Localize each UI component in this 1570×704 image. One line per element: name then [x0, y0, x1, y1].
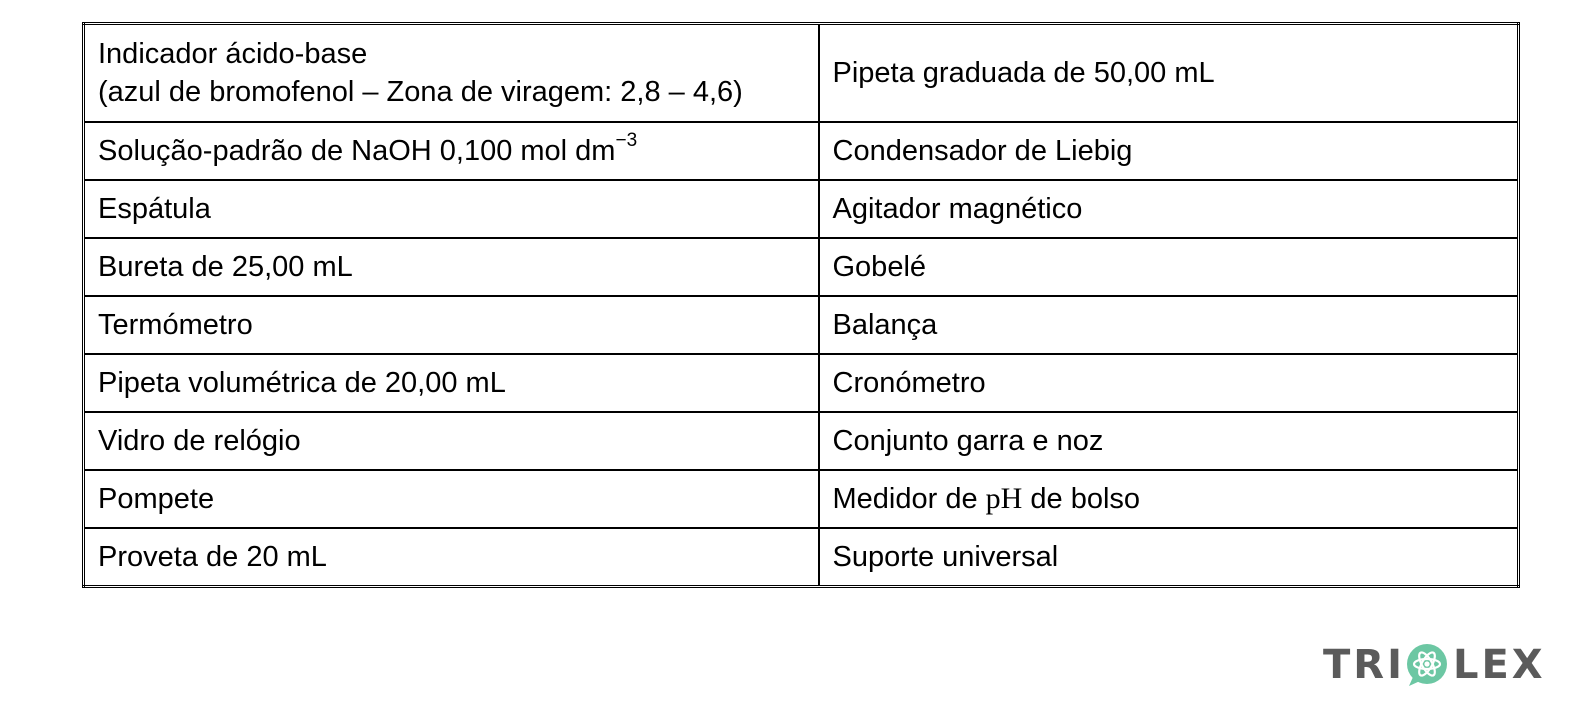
table-row [84, 122, 1519, 180]
table-cell-right: Gobelé [819, 238, 1519, 296]
table-cell-right: Pipeta graduada de 50,00 mL [819, 24, 1519, 123]
cell-text: Solução-padrão de NaOH 0,100 mol dm [98, 135, 616, 167]
table-cell-left: Proveta de 20 mL [84, 528, 819, 587]
table-cell-left: Pompete [84, 470, 819, 528]
table-cell-right: Agitador magnético [819, 180, 1519, 238]
logo-text-start: TRI [1323, 642, 1405, 688]
table-cell-right: Cronómetro [819, 354, 1519, 412]
table-cell-right [819, 470, 1519, 528]
table-cell-left [84, 24, 819, 123]
table-row [84, 180, 1519, 238]
table-row [84, 354, 1519, 412]
table-cell-right: Condensador de Liebig [819, 122, 1519, 180]
table-cell-left: Espátula [84, 180, 819, 238]
exponent: −3 [615, 130, 638, 152]
table-cell-left: Bureta de 25,00 mL [84, 238, 819, 296]
table-cell-right: Suporte universal [819, 528, 1519, 587]
brand-logo [1323, 638, 1546, 692]
table-cell-left [84, 122, 819, 180]
cell-text-line: (azul de bromofenol – Zona de viragem: 2,8 – 4,6) [98, 76, 743, 108]
table-cell-left: Vidro de relógio [84, 412, 819, 470]
logo-text-end: LEX [1452, 642, 1546, 688]
cell-text-line: Indicador ácido-base [98, 38, 368, 70]
cell-text: de bolso [1022, 483, 1141, 515]
table-row [84, 296, 1519, 354]
materials-table [82, 22, 1520, 588]
table-cell-right: Conjunto garra e noz [819, 412, 1519, 470]
table-row [84, 24, 1519, 123]
table-row [84, 470, 1519, 528]
table-cell-left: Termómetro [84, 296, 819, 354]
atom-chat-bubble-icon [1405, 643, 1449, 687]
table-row [84, 528, 1519, 587]
ph-symbol: pH [985, 482, 1023, 515]
table-cell-left: Pipeta volumétrica de 20,00 mL [84, 354, 819, 412]
cell-text: Medidor de [832, 483, 986, 515]
table-row [84, 238, 1519, 296]
table-cell-right: Balança [819, 296, 1519, 354]
table-row [84, 412, 1519, 470]
